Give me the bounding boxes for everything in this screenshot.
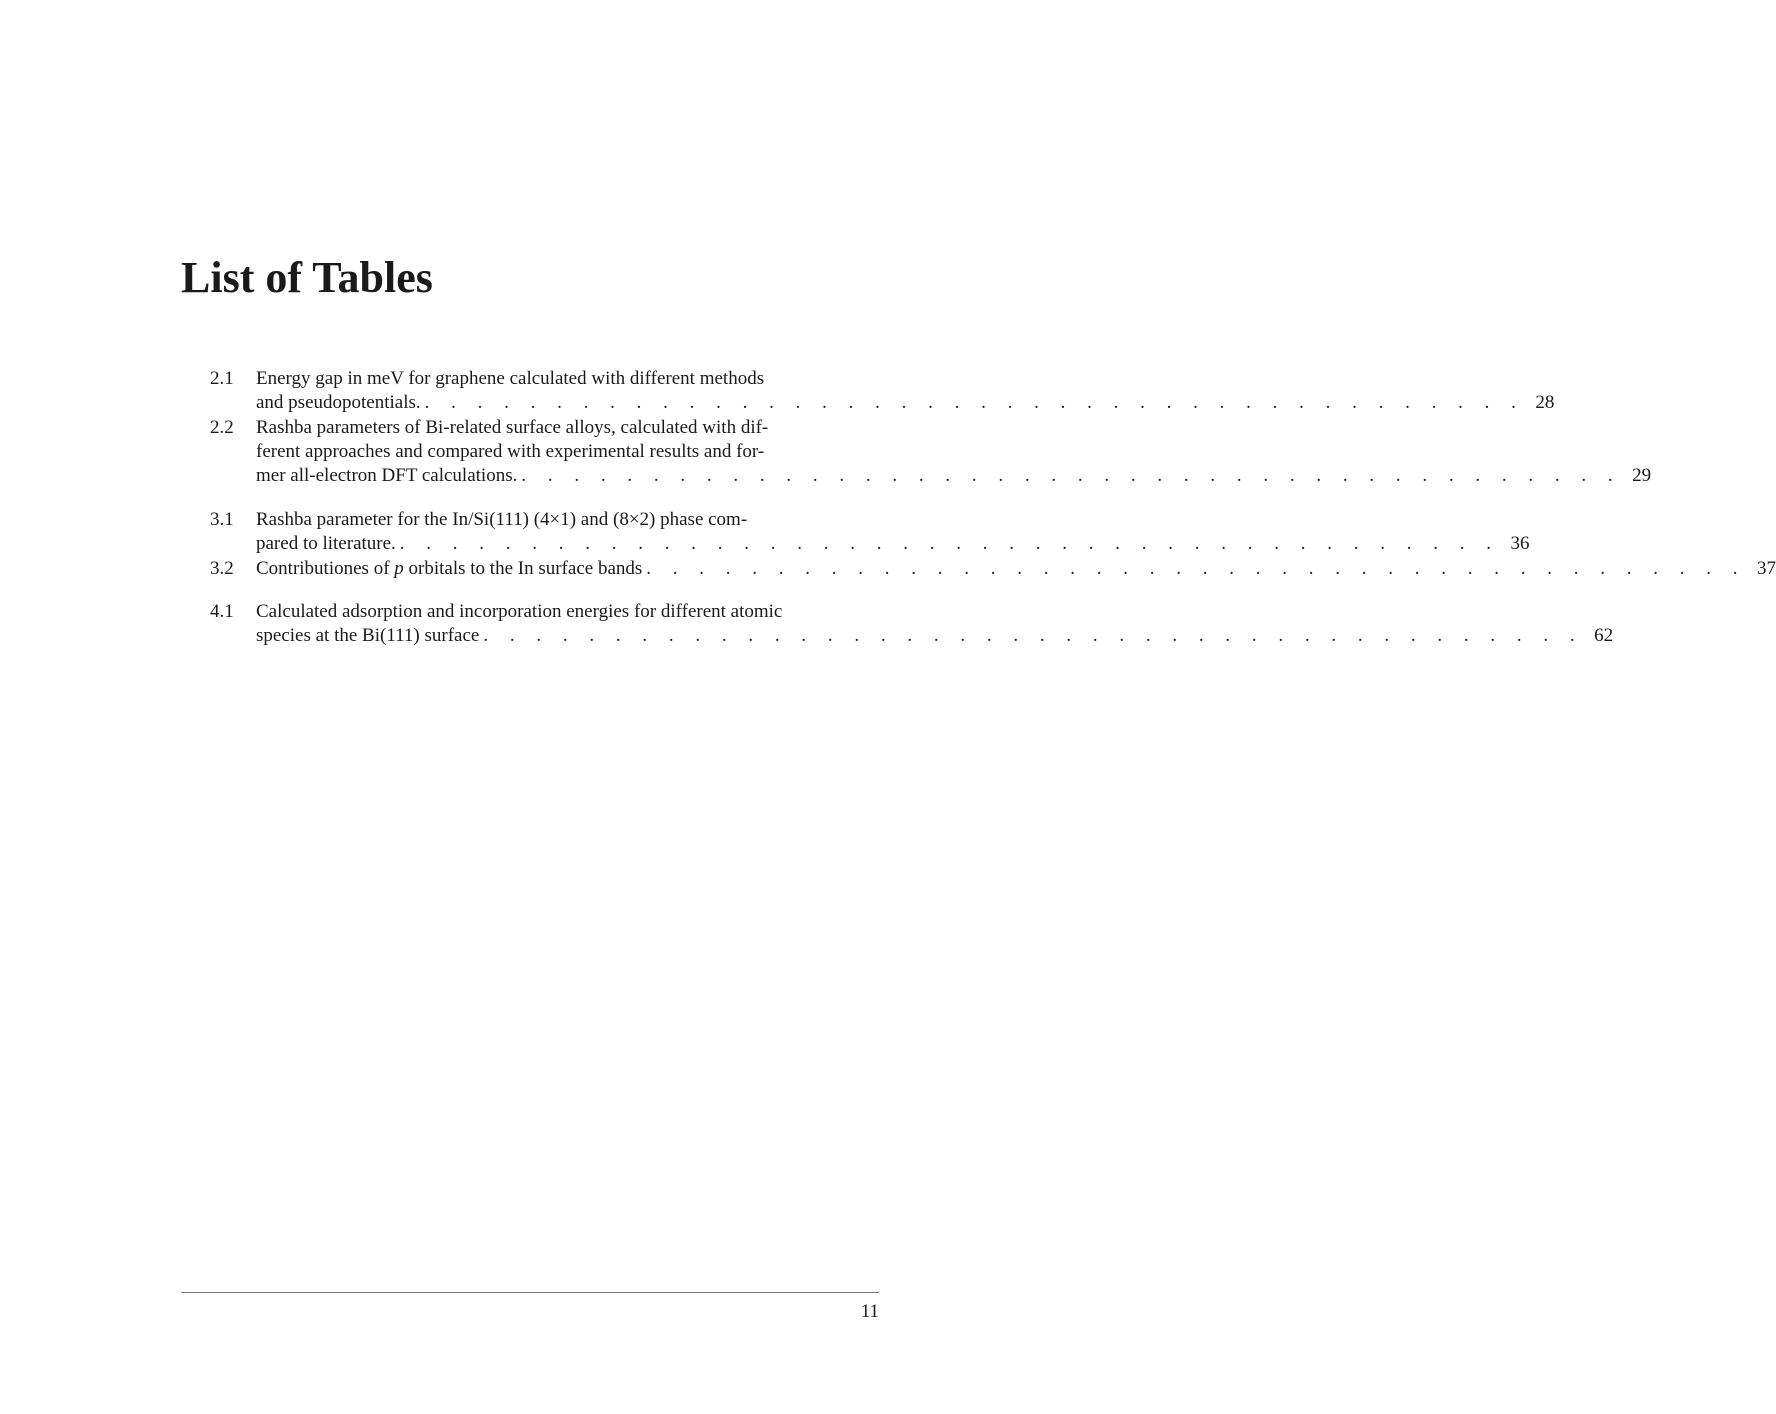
entry-text-tail [256, 557, 642, 581]
entry-text-line: Calculated adsorption and incorporation energies for different atomic [256, 601, 783, 622]
entry-text-line: ferent approaches and compared with experimental results and for- [256, 441, 765, 462]
entry-text-tail: and pseudopotentials. [256, 392, 421, 413]
entry-text-part: orbitals to the In surface bands [403, 558, 643, 579]
entry-last-line [256, 464, 1652, 488]
page-reference[interactable]: 62 [1594, 625, 1614, 646]
page-reference[interactable]: 36 [1510, 533, 1530, 554]
entry-text-tail: mer all-electron DFT calculations. [256, 465, 518, 486]
page-reference[interactable]: 37 [1757, 558, 1776, 579]
table-number: 3.2 [210, 558, 234, 579]
dot-leader: . . . . . . . . . . . . . . . . . . . . . . . . . . . . . . . . . . . . . . . . . . [646, 558, 1747, 579]
entry-last-line [256, 391, 1555, 415]
table-number: 2.1 [210, 368, 234, 389]
entry-text-line: Rashba parameters of Bi-related surface alloys, calculated with dif- [256, 417, 769, 438]
entry-last-line [256, 624, 1614, 648]
table-number: 3.1 [210, 509, 234, 530]
page-title: List of Tables [181, 253, 433, 302]
entry-last-line [256, 557, 1776, 581]
page-number: 11 [860, 1301, 879, 1322]
dot-leader: . . . . . . . . . . . . . . . . . . . . . . . . . . . . . . . . . . . . . . . . . . [483, 625, 1584, 646]
entry-last-line [256, 532, 1530, 556]
entry-text-tail: species at the Bi(111) surface [256, 625, 480, 646]
table-number: 2.2 [210, 417, 234, 438]
dot-leader: . . . . . . . . . . . . . . . . . . . . . . . . . . . . . . . . . . . . . . . . . . [521, 465, 1622, 486]
entry-text-tail: pared to literature. [256, 533, 396, 554]
page-reference[interactable]: 28 [1535, 392, 1555, 413]
entry-text-part: Contributiones of [256, 558, 395, 579]
dot-leader: . . . . . . . . . . . . . . . . . . . . . . . . . . . . . . . . . . . . . . . . . . [399, 533, 1500, 554]
entry-text-line: Rashba parameter for the In/Si(111) (4×1) and (8×2) phase com- [256, 509, 748, 530]
footer-rule [181, 1292, 879, 1293]
entry-text-italic: p [394, 558, 404, 579]
page-reference[interactable]: 29 [1632, 465, 1652, 486]
table-number: 4.1 [210, 601, 234, 622]
entry-text-line: Energy gap in meV for graphene calculated with different methods [256, 368, 765, 389]
dot-leader: . . . . . . . . . . . . . . . . . . . . . . . . . . . . . . . . . . . . . . . . . . [424, 392, 1525, 413]
